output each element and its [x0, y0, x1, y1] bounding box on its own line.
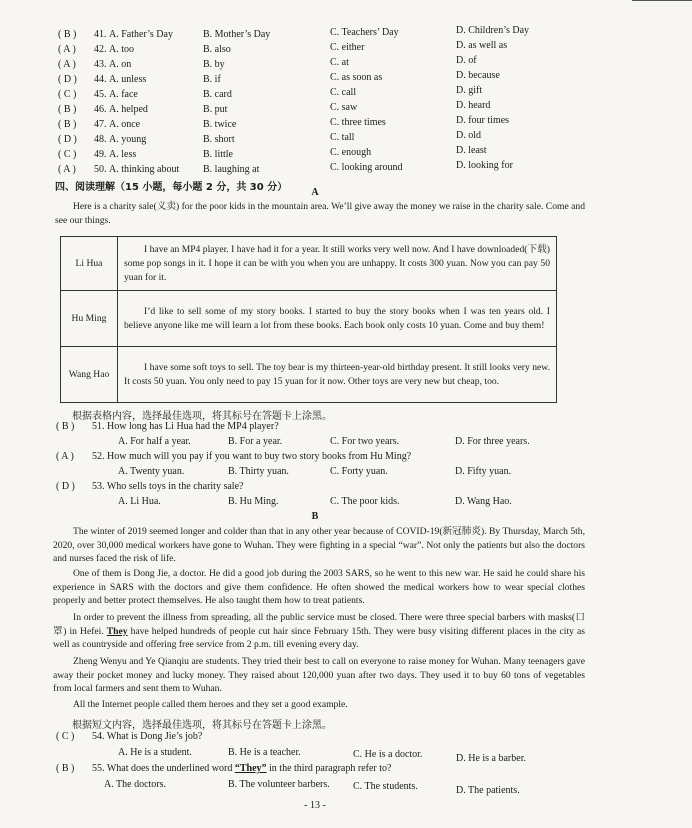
question-text: 54. What is Dong Jie’s job? [92, 731, 203, 742]
cloze-answer: ( D ) [58, 134, 77, 145]
cloze-option-a: A. once [109, 119, 141, 130]
cloze-option-a: A. unless [109, 74, 147, 85]
cloze-option-c: C. at [330, 57, 349, 68]
cloze-option-c: C. enough [330, 147, 372, 158]
option-b: B. For a year. [228, 436, 283, 447]
cloze-option-d: D. Children’s Day [456, 25, 530, 36]
question-answer: ( B ) [56, 763, 75, 774]
option-c: C. He is a doctor. [353, 749, 423, 760]
passage-b-paragraph-1: The winter of 2019 seemed longer and colder than that in any other year because of COVID-19(新冠肺炎). By Thursday, March 5th, 2020, over 30,000 medical workers have gone to Wuhan. They were fighting in a special “war”. Not only the patients but also the doctors and nurses faced the risk of life. [53, 526, 585, 565]
cloze-option-a: A. Father’s Day [109, 29, 173, 40]
cloze-option-c: C. either [330, 42, 365, 53]
option-c: C. The poor kids. [330, 496, 400, 507]
cloze-option-c: C. saw [330, 102, 358, 113]
option-c: C. The students. [353, 781, 418, 792]
question-answer: ( B ) [56, 421, 75, 432]
seller-name: Li Hua [61, 237, 118, 291]
cloze-answer: ( A ) [58, 164, 76, 175]
question-text: 53. Who sells toys in the charity sale? [92, 481, 244, 492]
cloze-option-b: B. if [203, 74, 221, 85]
underlined-word: They [106, 625, 128, 637]
cloze-option-d: D. four times [456, 115, 510, 126]
corner-mark [632, 0, 692, 1]
option-a: A. Li Hua. [118, 496, 161, 507]
cloze-number: 44. [94, 74, 107, 85]
seller-name: Wang Hao [61, 347, 118, 403]
cloze-option-d: D. gift [456, 85, 483, 96]
cloze-option-a: A. thinking about [109, 164, 180, 175]
passage-b-paragraph-5: All the Internet people called them heroes and they set a good example. [73, 699, 348, 710]
question-answer: ( C ) [56, 731, 75, 742]
cloze-number: 47. [94, 119, 107, 130]
cloze-option-c: C. looking around [330, 162, 403, 173]
option-d: D. For three years. [455, 436, 530, 447]
cloze-answer: ( C ) [58, 89, 77, 100]
question-answer: ( D ) [56, 481, 75, 492]
cloze-option-d: D. of [456, 55, 477, 66]
cloze-answer: ( A ) [58, 44, 76, 55]
underlined-word-ref: “They” [234, 763, 267, 774]
option-a: A. He is a student. [118, 747, 192, 758]
seller-description: I’d like to sell some of my story books. I started to buy the story books when I was ten years old. I believe anyone like me will learn a lot from these books. Each book only costs 10 yuan. Come and buy them! [118, 291, 557, 347]
cloze-answer: ( A ) [58, 59, 76, 70]
cloze-option-c: C. Teachers’ Day [330, 27, 399, 38]
cloze-number: 46. [94, 104, 107, 115]
cloze-option-b: B. by [203, 59, 225, 70]
cloze-answer: ( B ) [58, 104, 77, 115]
page-number: - 13 - [304, 800, 326, 811]
question-text: 52. How much will you pay if you want to buy two story books from Hu Ming? [92, 451, 412, 462]
passage-b-paragraph-4: Zheng Wenyu and Ye Qianqiu are students. They tried their best to call on everyone to raise money for Wuhan. Many teenagers gave away their pocket money and lucky money. They raised about 120,000 yuan after two days. They used it to buy 60 tons of vegetables from local farmers and sent them to Wuhan. [53, 656, 585, 695]
cloze-option-a: A. on [109, 59, 132, 70]
cloze-number: 41. [94, 29, 107, 40]
cloze-option-b: B. short [203, 134, 235, 145]
cloze-option-b: B. twice [203, 119, 237, 130]
cloze-option-c: C. three times [330, 117, 386, 128]
option-d: D. The patients. [456, 785, 520, 796]
option-b: B. He is a teacher. [228, 747, 301, 758]
cloze-option-a: A. less [109, 149, 137, 160]
seller-description: I have some soft toys to sell. The toy bear is my thirteen-year-old birthday present. It still looks very new. It costs 50 yuan. You only need to pay 15 yuan for it now. Other toys are very new but cheap, too. [118, 347, 557, 403]
seller-name: Hu Ming [61, 291, 118, 347]
option-b: B. Thirty yuan. [228, 466, 289, 477]
option-b: B. The volunteer barbers. [228, 779, 330, 790]
passage-b-paragraph-2: One of them is Dong Jie, a doctor. He did a good job during the 2003 SARS, so he went to this new war. He said he could share his experience in SARS with the doctors and give them confidence. He often showed the medical workers how to wear special clothes properly and better protect themselves. He also taught them how to treat patients. [53, 568, 585, 607]
option-c: C. Forty yuan. [330, 466, 388, 477]
question-text [92, 763, 391, 774]
passage-b-label: B [311, 511, 319, 522]
cloze-answer: ( D ) [58, 74, 77, 85]
question-answer: ( A ) [56, 451, 74, 462]
passage-b-paragraph-3 [53, 611, 585, 652]
paragraph-3-part-2: have helped hundreds of people cut hair since February 15th. They were busy visiting different places in the city as well as countryside and offering free service from 2 p.m. till evening every day. [53, 625, 585, 651]
cloze-option-b: B. little [203, 149, 233, 160]
cloze-option-b: B. laughing at [203, 164, 260, 175]
option-d: D. He is a barber. [456, 753, 526, 764]
cloze-option-a: A. helped [109, 104, 148, 115]
cloze-option-b: B. Mother’s Day [203, 29, 271, 40]
option-d: D. Fifty yuan. [455, 466, 512, 477]
cloze-option-a: A. too [109, 44, 134, 55]
table-row [61, 347, 557, 403]
paragraph-3-part-1: In order to prevent the illness from spreading, all the public service must be closed. There were three special barbers with masks(口罩) in Hefei. [53, 612, 585, 637]
cloze-number: 50. [94, 164, 107, 175]
cloze-number: 45. [94, 89, 107, 100]
cloze-option-b: B. card [203, 89, 232, 100]
cloze-number: 43. [94, 59, 107, 70]
cloze-option-c: C. tall [330, 132, 355, 143]
seller-description: I have an MP4 player. I have had it for a year. It still works very well now. And I have downloaded(下载) some pop songs in it. I hope it can be with you when you are unhappy. It costs 300 yuan. Now you can pay 50 yuan for it. [118, 237, 557, 291]
passage-a-intro: Here is a charity sale(义卖) for the poor kids in the mountain area. We’ll give away the money we raise in the charity sale. Come and see our things. [55, 201, 585, 226]
cloze-answer: ( B ) [58, 29, 77, 40]
question-text-post: in the third paragraph refer to? [266, 763, 392, 774]
table-row [61, 291, 557, 347]
cloze-option-d: D. as well as [456, 40, 508, 51]
passage-a-label: A [311, 187, 319, 198]
cloze-option-d: D. because [456, 70, 500, 81]
cloze-option-b: B. also [203, 44, 231, 55]
option-d: D. Wang Hao. [455, 496, 512, 507]
option-b: B. Hu Ming. [228, 496, 279, 507]
table-row [61, 237, 557, 291]
cloze-answer: ( C ) [58, 149, 77, 160]
cloze-number: 48. [94, 134, 107, 145]
cloze-option-a: A. young [109, 134, 147, 145]
cloze-option-c: C. as soon as [330, 72, 383, 83]
cloze-option-d: D. old [456, 130, 481, 141]
option-a: A. The doctors. [104, 779, 167, 790]
cloze-option-b: B. put [203, 104, 228, 115]
option-a: A. Twenty yuan. [118, 466, 185, 477]
cloze-option-d: D. least [456, 145, 487, 156]
instruction-a: 根据表格内容，选择最佳选项，将其标号在答题卡上涂黑。 [72, 411, 332, 422]
cloze-answer: ( B ) [58, 119, 77, 130]
option-a: A. For half a year. [118, 436, 191, 447]
cloze-option-a: A. face [109, 89, 138, 100]
instruction-b: 根据短文内容，选择最佳选项，将其标号在答题卡上涂黑。 [72, 720, 332, 731]
cloze-option-d: D. heard [456, 100, 491, 111]
question-text: 51. How long has Li Hua had the MP4 player? [92, 421, 279, 432]
charity-sale-table [60, 236, 557, 403]
option-c: C. For two years. [330, 436, 400, 447]
cloze-option-d: D. looking for [456, 160, 513, 171]
cloze-option-c: C. call [330, 87, 357, 98]
cloze-number: 49. [94, 149, 107, 160]
section-heading: 四、阅读理解（15 小题，每小题 2 分，共 30 分） [55, 182, 288, 193]
question-text-pre: 55. What does the underlined word [92, 763, 235, 774]
cloze-number: 42. [94, 44, 107, 55]
